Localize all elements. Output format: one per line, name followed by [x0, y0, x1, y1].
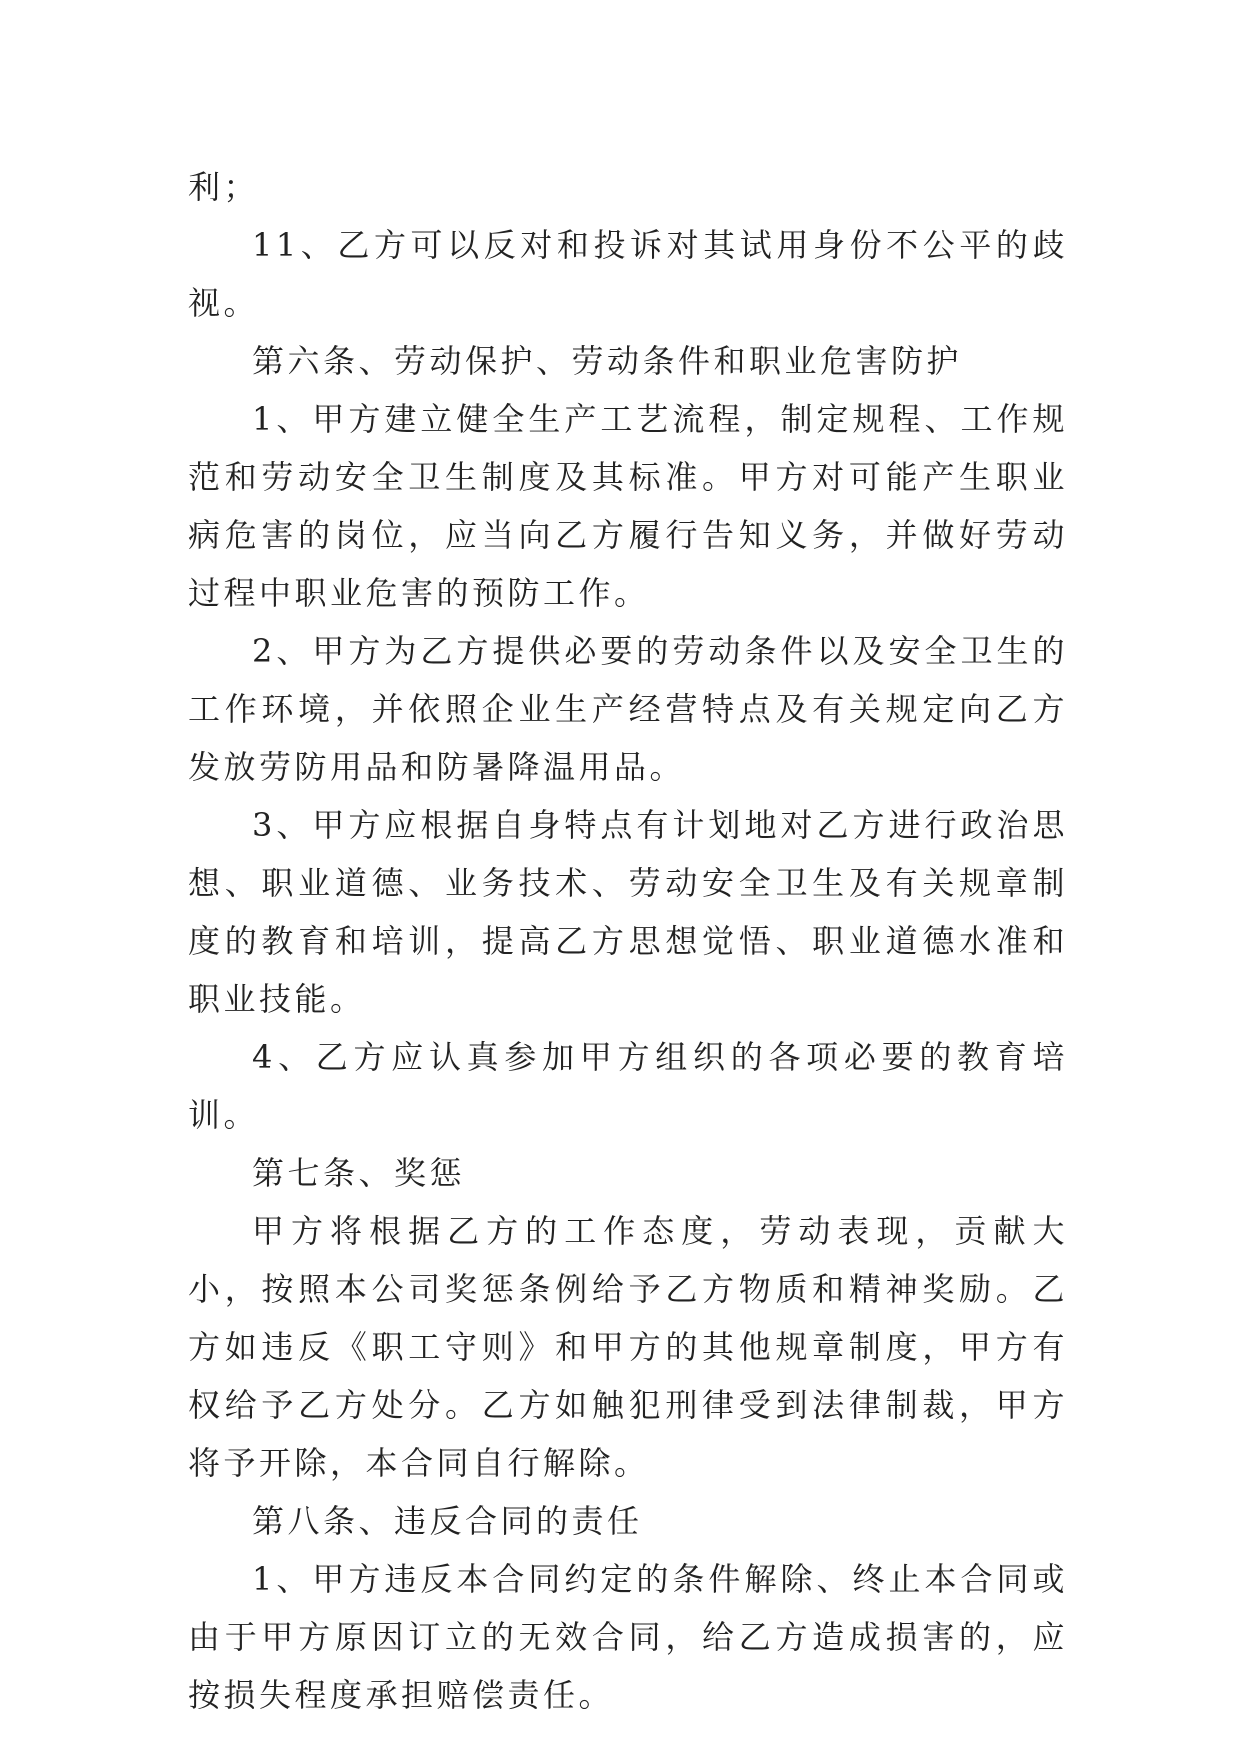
- paragraph-item-3: 3、甲方应根据自身特点有计划地对乙方进行政治思想、职业道德、业务技术、劳动安全卫生及有关规章制度的教育和培训，提高乙方思想觉悟、职业道德水准和职业技能。: [188, 806, 1068, 1018]
- paragraph-breach-item-1: 1、甲方违反本合同约定的条件解除、终止本合同或由于甲方原因订立的无效合同，给乙方造成损害的，应按损失程度承担赔偿责任。: [188, 1560, 1068, 1714]
- paragraph-rewards-penalties: 甲方将根据乙方的工作态度，劳动表现，贡献大小，按照本公司奖惩条例给予乙方物质和精神奖励。乙方如违反《职工守则》和甲方的其他规章制度，甲方有权给予乙方处分。乙方如触犯刑律受到法律制裁，甲方将予开除，本合同自行解除。: [188, 1212, 1068, 1482]
- paragraph-continuation: 利；: [188, 168, 260, 206]
- paragraph-item-4: 4、乙方应认真参加甲方组织的各项必要的教育培训。: [188, 1038, 1068, 1134]
- document-body: [188, 158, 1068, 1724]
- section-heading-article-6: 第六条、劳动保护、劳动条件和职业危害防护: [252, 342, 963, 380]
- paragraph-item-1: 1、甲方建立健全生产工艺流程，制定规程、工作规范和劳动安全卫生制度及其标准。甲方对可能产生职业病危害的岗位，应当向乙方履行告知义务，并做好劳动过程中职业危害的预防工作。: [188, 400, 1068, 612]
- section-heading-article-8: 第八条、违反合同的责任: [252, 1502, 643, 1540]
- paragraph-item-2: 2、甲方为乙方提供必要的劳动条件以及安全卫生的工作环境，并依照企业生产经营特点及有关规定向乙方发放劳防用品和防暑降温用品。: [188, 632, 1068, 786]
- paragraph-item-11: 11、乙方可以反对和投诉对其试用身份不公平的歧视。: [188, 226, 1068, 322]
- section-heading-article-7: 第七条、奖惩: [252, 1154, 466, 1192]
